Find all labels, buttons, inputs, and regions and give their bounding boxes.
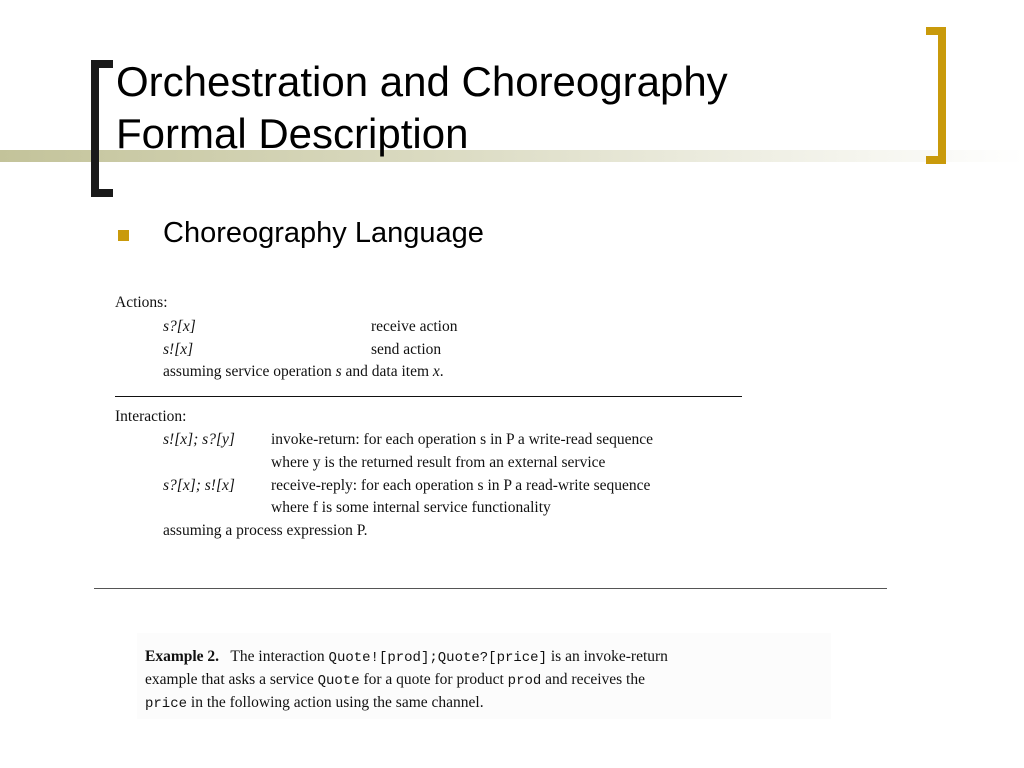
figure-divider — [115, 396, 742, 397]
bullet-square-icon — [118, 230, 129, 241]
example-line-3 — [145, 692, 484, 715]
example-text: The interaction — [230, 648, 329, 665]
interaction-description: where f is some internal service functionality — [271, 499, 551, 516]
example-text: is an invoke-return — [546, 648, 668, 665]
action-description: receive action — [371, 318, 458, 335]
example-code: prod — [507, 673, 542, 689]
slide-title-line-2: Formal Description — [116, 110, 469, 157]
right-bracket-decoration — [926, 27, 946, 164]
slide-title — [116, 56, 728, 160]
example-text: for a quote for product — [359, 671, 508, 688]
choreography-language-figure — [112, 288, 760, 552]
horizontal-rule — [94, 588, 887, 589]
slide-title-line-1: Orchestration and Choreography — [116, 58, 728, 105]
interaction-assumption: assuming a process expression P. — [163, 522, 368, 539]
example-line-1 — [145, 646, 668, 669]
interaction-heading: Interaction: — [115, 408, 187, 425]
example-figure — [137, 633, 831, 719]
actions-assumption-text: and data item — [341, 363, 433, 380]
example-label: Example 2. — [145, 648, 220, 665]
interaction-description: where y is the returned result from an external service — [271, 454, 606, 471]
example-text: and receives the — [541, 671, 645, 688]
example-line-2 — [145, 669, 645, 692]
example-text: in the following action using the same channel. — [187, 694, 484, 711]
action-description: send action — [371, 341, 442, 358]
interaction-description: receive-reply: for each operation s in P a read-write sequence — [271, 477, 651, 494]
interaction-notation: s![x]; s?[y] — [163, 431, 235, 448]
action-notation: s?[x] — [163, 318, 196, 335]
interaction-notation: s?[x]; s![x] — [163, 477, 235, 494]
actions-assumption-var: x — [432, 363, 440, 380]
example-text: example that asks a service — [145, 671, 318, 688]
actions-assumption-text: assuming service operation — [163, 363, 336, 380]
example-code: Quote![prod];Quote?[price] — [328, 650, 547, 666]
actions-assumption — [163, 363, 444, 381]
actions-assumption-var: s — [335, 363, 342, 380]
actions-heading: Actions: — [115, 294, 168, 311]
example-code: Quote — [317, 673, 360, 689]
action-notation: s![x] — [163, 341, 194, 358]
actions-assumption-text: . — [439, 363, 444, 380]
interaction-description: invoke-return: for each operation s in P a write-read sequence — [271, 431, 654, 448]
example-code: price — [145, 696, 188, 712]
left-bracket-decoration — [91, 60, 113, 197]
bullet-text: Choreography Language — [163, 217, 484, 249]
